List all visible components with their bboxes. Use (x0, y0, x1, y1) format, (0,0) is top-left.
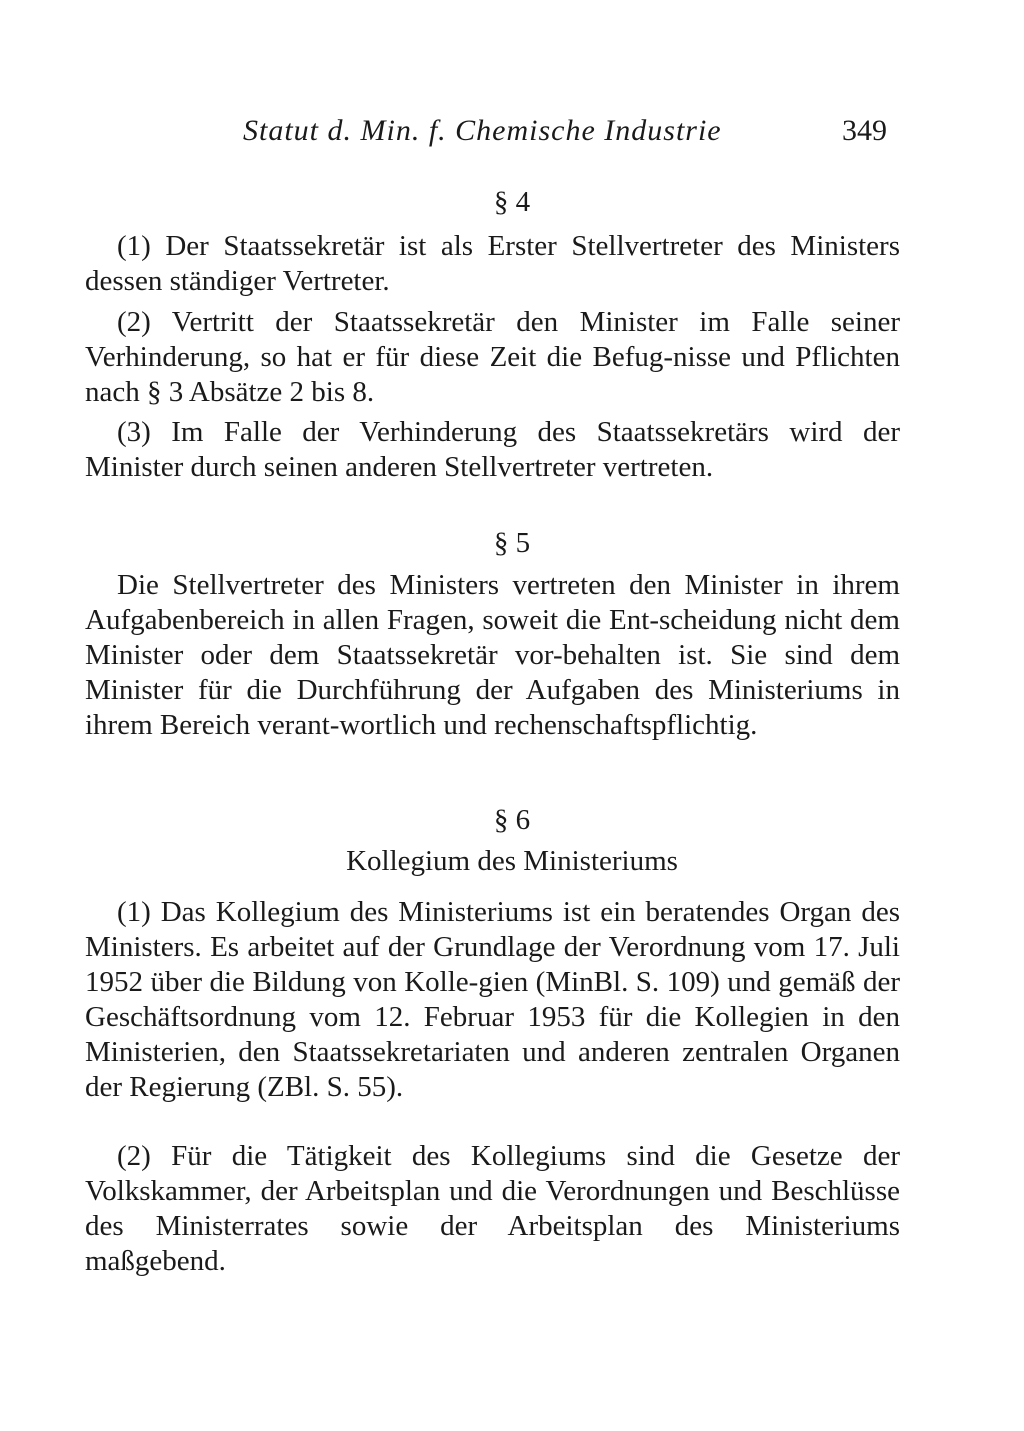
section-4-paragraph-3: (3) Im Falle der Verhinderung des Staatssekretärs wird der Minister durch seinen anderen Stellvertreter vertreten. (85, 416, 900, 483)
section-5-heading: § 5 (493, 527, 531, 559)
section-4-paragraph-2: (2) Vertritt der Staatssekretär den Minister im Falle seiner Verhinderung, so hat er für diese Zeit die Befug-nisse und Pflichten nach § 3 Absätze 2 bis 8. (85, 306, 900, 408)
section-6-heading: § 6 (493, 804, 531, 836)
section-4-heading: § 4 (493, 186, 531, 218)
section-4-paragraph-1: (1) Der Staatssekretär ist als Erster Stellvertreter des Ministers dessen ständiger Vertreter. (85, 230, 900, 297)
page-number: 349 (842, 114, 887, 147)
section-5-paragraph-1: Die Stellvertreter des Ministers vertreten den Minister in ihrem Aufgabenbereich in allen Fragen, soweit die Ent-scheidung nicht dem Minister oder dem Staatssekretär vor-behalten ist. Sie sind dem Minister für die Durchführung der Aufgaben des Ministeriums in ihrem Bereich verant-wortlich und rechenschaftspflichtig. (85, 569, 900, 741)
section-6-title: Kollegium des Ministeriums (346, 845, 678, 877)
running-head-title: Statut d. Min. f. Chemische Industrie (243, 114, 722, 147)
section-6-paragraph-1: (1) Das Kollegium des Ministeriums ist ein beratendes Organ des Ministers. Es arbeitet auf der Grundlage der Verordnung vom 17. Juli 1952 über die Bildung von Kolle-gien (MinBl. S. 109) und gemäß der Geschäftsordnung vom 12. Februar 1953 für die Kollegien in den Ministerien, den Staatssekretariaten und anderen zentralen Organen der Regierung (ZBl. S. 55). (85, 896, 900, 1103)
section-6-paragraph-2: (2) Für die Tätigkeit des Kollegiums sind die Gesetze der Volkskammer, der Arbeitsplan und die Verordnungen und Beschlüsse des Ministerrates sowie der Arbeitsplan des Ministeriums maßgebend. (85, 1140, 900, 1277)
